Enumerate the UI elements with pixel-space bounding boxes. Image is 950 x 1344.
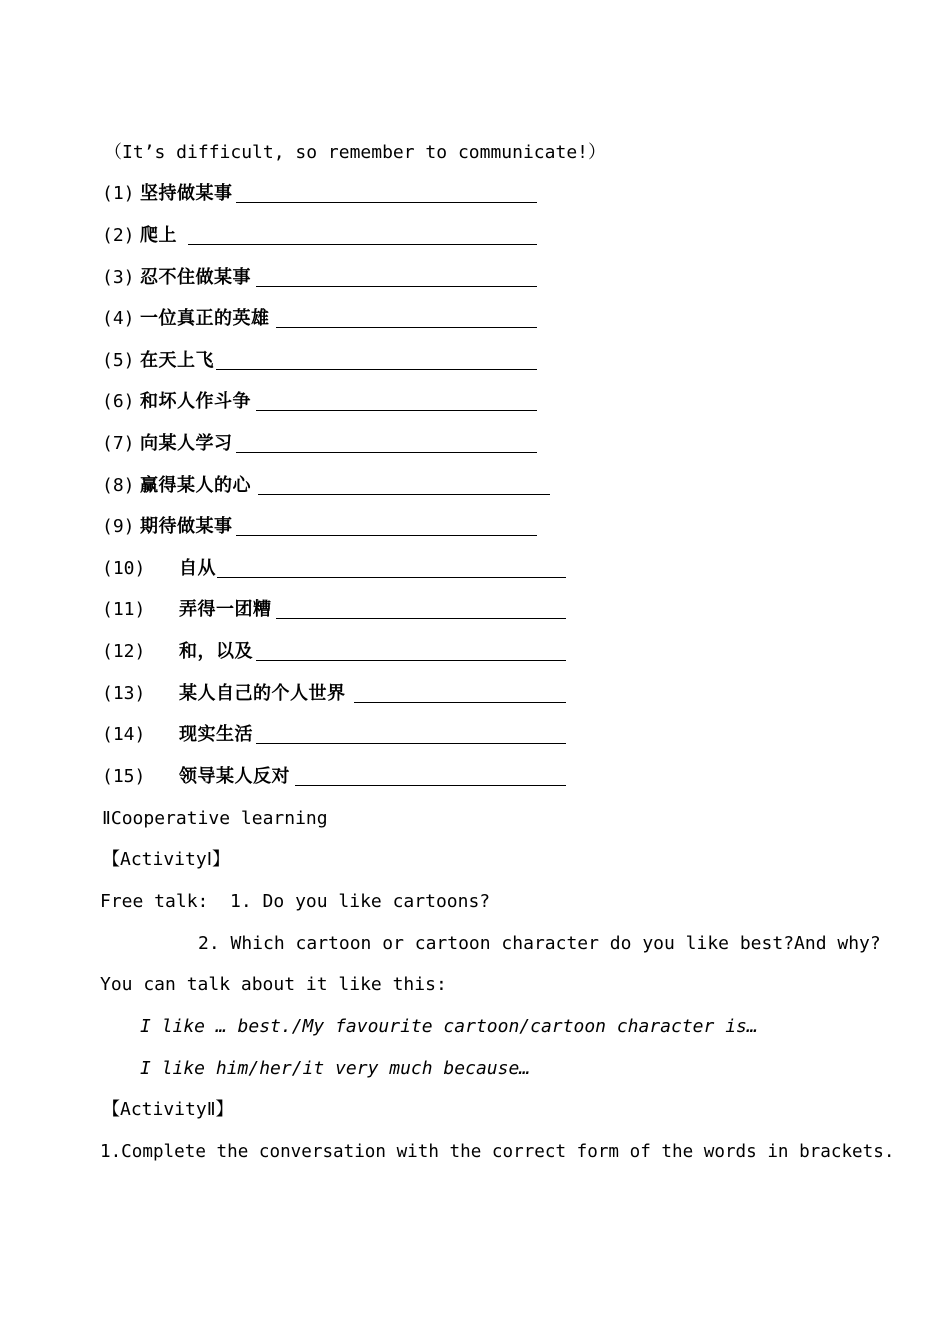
chinese-phrase: 一位真正的英雄 (140, 308, 270, 329)
example-sentence-1: I like … best./My favourite cartoon/cartoon character is… (140, 1016, 758, 1037)
chinese-phrase: 期待做某事 (140, 516, 233, 537)
chinese-phrase: 现实生活 (179, 724, 253, 745)
phrase-item-13 (0, 682, 950, 706)
chinese-phrase: 在天上飞 (140, 350, 214, 371)
answer-blank[interactable] (256, 640, 566, 661)
item-number: (13) (102, 683, 146, 704)
item-number: (8) (102, 475, 135, 496)
answer-blank[interactable] (236, 182, 537, 203)
item-number: (1) (102, 183, 135, 204)
answer-blank[interactable] (217, 557, 566, 578)
chinese-phrase: 弄得一团糟 (179, 599, 272, 620)
answer-blank[interactable] (354, 682, 566, 703)
chinese-phrase: 自从 (179, 558, 216, 579)
chinese-phrase: 忍不住做某事 (140, 267, 251, 288)
phrase-item-3 (0, 266, 950, 290)
item-number: (10) (102, 558, 146, 579)
answer-blank[interactable] (216, 349, 537, 370)
item-number: (9) (102, 516, 135, 537)
answer-blank[interactable] (256, 266, 537, 287)
answer-blank[interactable] (276, 598, 566, 619)
answer-blank[interactable] (188, 224, 537, 245)
item-number: (2) (102, 225, 135, 246)
phrase-item-7 (0, 432, 950, 456)
item-number: (11) (102, 599, 146, 620)
item-number: (14) (102, 724, 146, 745)
chinese-phrase: 和，以及 (179, 641, 253, 662)
item-number: (15) (102, 766, 146, 787)
activity-2-heading: 【ActivityⅡ】 (102, 1099, 234, 1120)
phrase-item-12 (0, 640, 950, 664)
talk-intro: You can talk about it like this: (100, 974, 447, 995)
phrase-item-2 (0, 224, 950, 248)
chinese-phrase: 爬上 (140, 225, 177, 246)
free-talk-question-1: Free talk: 1. Do you like cartoons? (100, 891, 491, 912)
chinese-phrase: 向某人学习 (140, 433, 233, 454)
chinese-phrase: 和坏人作斗争 (140, 391, 251, 412)
chinese-phrase: 赢得某人的心 (140, 475, 251, 496)
example-sentence-2: I like him/her/it very much because… (140, 1058, 531, 1079)
phrase-item-11 (0, 598, 950, 622)
answer-blank[interactable] (276, 307, 537, 328)
item-number: (6) (102, 391, 135, 412)
difficulty-note: （It’s difficult, so remember to communicate!） (104, 142, 606, 163)
answer-blank[interactable] (256, 390, 537, 411)
chinese-phrase: 坚持做某事 (140, 183, 233, 204)
phrase-item-1 (0, 182, 950, 206)
phrase-item-8 (0, 474, 950, 498)
item-number: (12) (102, 641, 146, 662)
phrase-item-9 (0, 515, 950, 539)
item-number: (5) (102, 350, 135, 371)
phrase-item-4 (0, 307, 950, 331)
activity-1-heading: 【ActivityⅠ】 (102, 849, 231, 870)
item-number: (3) (102, 267, 135, 288)
answer-blank[interactable] (295, 765, 566, 786)
phrase-item-6 (0, 390, 950, 414)
answer-blank[interactable] (258, 474, 550, 495)
item-number: (7) (102, 433, 135, 454)
phrase-item-5 (0, 349, 950, 373)
item-number: (4) (102, 308, 135, 329)
chinese-phrase: 领导某人反对 (179, 766, 290, 787)
section-title: ⅡCooperative learning (102, 808, 328, 829)
answer-blank[interactable] (256, 723, 566, 744)
answer-blank[interactable] (236, 515, 537, 536)
phrase-item-15 (0, 765, 950, 789)
answer-blank[interactable] (236, 432, 537, 453)
phrase-item-14 (0, 723, 950, 747)
phrase-item-10 (0, 557, 950, 581)
chinese-phrase: 某人自己的个人世界 (179, 683, 346, 704)
activity-2-instruction: 1.Complete the conversation with the correct form of the words in brackets. (100, 1142, 895, 1162)
free-talk-question-2: 2. Which cartoon or cartoon character do you like best?And why? (198, 933, 881, 954)
